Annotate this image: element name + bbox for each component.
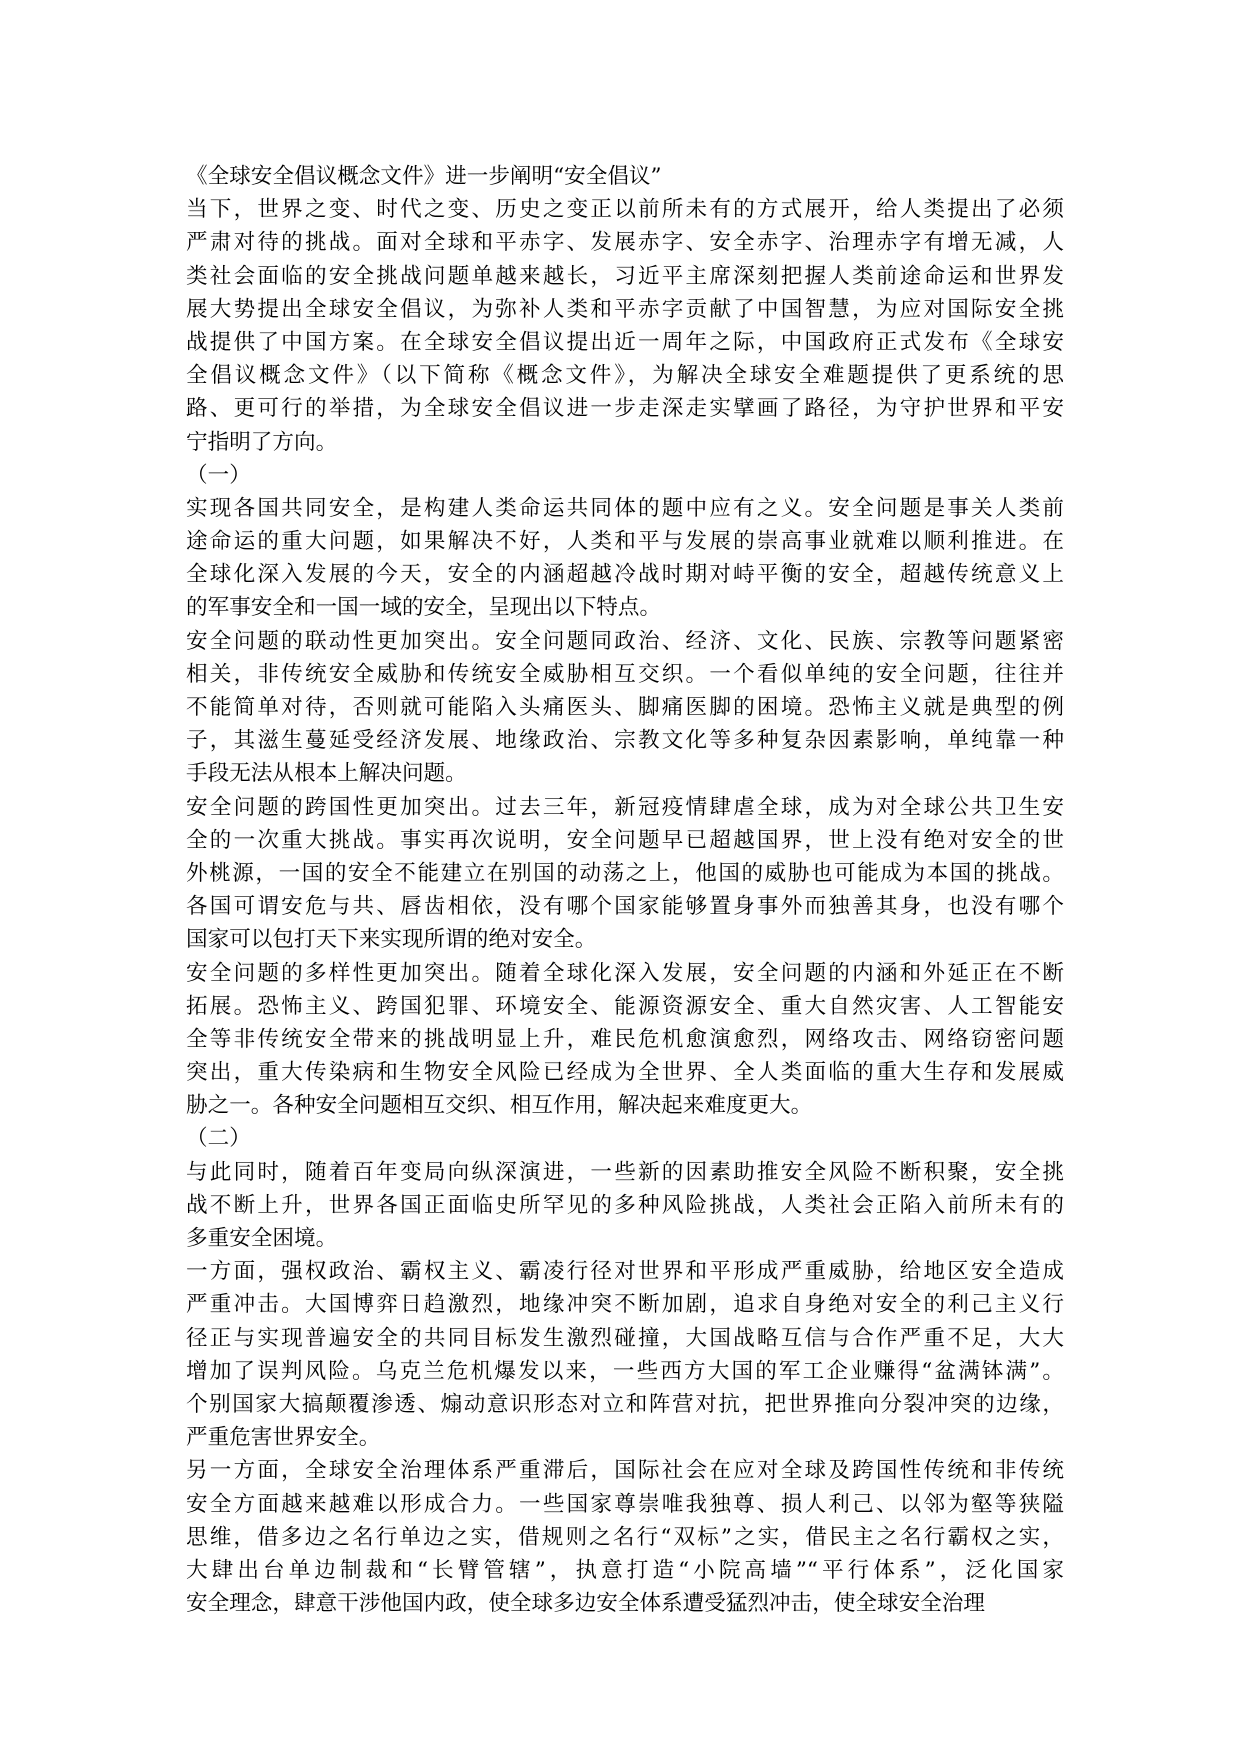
- text-line: （一）: [186, 462, 251, 488]
- text-line: 手段无法从根本上解决问题。: [186, 761, 467, 787]
- text-line: 个别国家大搞颠覆渗透、煽动意识形态对立和阵营对抗，把世界推向分裂冲突的边缘，: [186, 1391, 1064, 1417]
- paragraph: [186, 1122, 1064, 1155]
- text-line: 的军事安全和一国一域的安全，呈现出以下特点。: [186, 595, 662, 621]
- text-line: 拓展。恐怖主义、跨国犯罪、环境安全、能源资源安全、重大自然灾害、人工智能安: [186, 993, 1064, 1019]
- text-line: 实现各国共同安全，是构建人类命运共同体的题中应有之义。安全问题是事关人类前: [186, 495, 1064, 521]
- text-line: 安全方面越来越难以形成合力。一些国家尊崇唯我独尊、损人利己、以邻为壑等狭隘: [186, 1491, 1064, 1517]
- paragraph: [186, 160, 1064, 193]
- text-line: 各国可谓安危与共、唇齿相依，没有哪个国家能够置身事外而独善其身，也没有哪个: [186, 894, 1064, 920]
- text-line: （二）: [186, 1126, 251, 1152]
- text-line: 与此同时，随着百年变局向纵深演进，一些新的因素助推安全风险不断积聚，安全挑: [186, 1159, 1064, 1185]
- paragraph: [186, 193, 1064, 459]
- paragraph: [186, 1454, 1064, 1620]
- text-line: 战不断上升，世界各国正面临史所罕见的多种风险挑战，人类社会正陷入前所未有的: [186, 1192, 1064, 1218]
- text-line: 增加了误判风险。乌克兰危机爆发以来，一些西方大国的军工企业赚得“盆满钵满”。: [186, 1358, 1064, 1384]
- text-line: 相关，非传统安全威胁和传统安全威胁相互交织。一个看似单纯的安全问题，往往并: [186, 661, 1064, 687]
- text-line: 子，其滋生蔓延受经济发展、地缘政治、宗教文化等多种复杂因素影响，单纯靠一种: [186, 728, 1064, 754]
- text-line: 突出，重大传染病和生物安全风险已经成为全世界、全人类面临的重大生存和发展威: [186, 1060, 1064, 1086]
- paragraph: [186, 1156, 1064, 1256]
- text-line: 国家可以包打天下来实现所谓的绝对安全。: [186, 927, 597, 953]
- paragraph: [186, 791, 1064, 957]
- text-line: 途命运的重大问题，如果解决不好，人类和平与发展的崇高事业就难以顺利推进。在: [186, 529, 1064, 555]
- text-line: 外桃源，一国的安全不能建立在别国的动荡之上，他国的威胁也可能成为本国的挑战。: [186, 860, 1064, 886]
- paragraph: [186, 492, 1064, 625]
- paragraph: [186, 1255, 1064, 1454]
- text-line: 路、更可行的举措，为全球安全倡议进一步走深走实擘画了路径，为守护世界和平安: [186, 396, 1064, 422]
- text-line: 全球化深入发展的今天，安全的内涵超越冷战时期对峙平衡的安全，超越传统意义上: [186, 562, 1064, 588]
- paragraph: [186, 625, 1064, 791]
- text-line: 战提供了中国方案。在全球安全倡议提出近一周年之际，中国政府正式发布《全球安: [186, 329, 1064, 355]
- text-line: 严肃对待的挑战。面对全球和平赤字、发展赤字、安全赤字、治理赤字有增无减，人: [186, 230, 1064, 256]
- text-line: 大肆出台单边制裁和“长臂管辖”，执意打造“小院高墙”“平行体系”，泛化国家: [186, 1557, 1064, 1583]
- text-line: 另一方面，全球安全治理体系严重滞后，国际社会在应对全球及跨国性传统和非传统: [186, 1458, 1064, 1484]
- text-line: 全等非传统安全带来的挑战明显上升，难民危机愈演愈烈，网络攻击、网络窃密问题: [186, 1026, 1064, 1052]
- text-line: 安全问题的多样性更加突出。随着全球化深入发展，安全问题的内涵和外延正在不断: [186, 960, 1064, 986]
- text-line: 全倡议概念文件》（以下简称《概念文件》，为解决全球安全难题提供了更系统的思: [186, 363, 1064, 389]
- text-line: 思维，借多边之名行单边之实，借规则之名行“双标”之实，借民主之名行霸权之实，: [186, 1524, 1064, 1550]
- paragraph: [186, 459, 1064, 492]
- text-line: 类社会面临的安全挑战问题单越来越长，习近平主席深刻把握人类前途命运和世界发: [186, 263, 1064, 289]
- text-line: 严重冲击。大国博弈日趋激烈，地缘冲突不断加剧，追求自身绝对安全的利己主义行: [186, 1292, 1064, 1318]
- text-line: 安全理念，肆意干涉他国内政，使全球多边安全体系遭受猛烈冲击，使全球安全治理: [186, 1591, 985, 1617]
- document-body: [186, 160, 1064, 1620]
- text-line: 一方面，强权政治、霸权主义、霸凌行径对世界和平形成严重威胁，给地区安全造成: [186, 1259, 1064, 1285]
- text-line: 胁之一。各种安全问题相互交织、相互作用，解决起来难度更大。: [186, 1093, 813, 1119]
- text-line: 安全问题的联动性更加突出。安全问题同政治、经济、文化、民族、宗教等问题紧密: [186, 628, 1064, 654]
- text-line: 不能简单对待，否则就可能陷入头痛医头、脚痛医脚的困境。恐怖主义就是典型的例: [186, 695, 1064, 720]
- text-line: 全的一次重大挑战。事实再次说明，安全问题早已超越国界，世上没有绝对安全的世: [186, 827, 1064, 853]
- text-line: 《全球安全倡议概念文件》进一步阐明“安全倡议”: [186, 164, 662, 189]
- text-line: 多重安全困境。: [186, 1226, 338, 1251]
- text-line: 严重危害世界安全。: [186, 1425, 381, 1451]
- text-line: 安全问题的跨国性更加突出。过去三年，新冠疫情肆虐全球，成为对全球公共卫生安: [186, 794, 1064, 820]
- text-line: 展大势提出全球安全倡议，为弥补人类和平赤字贡献了中国智慧，为应对国际安全挑: [186, 296, 1064, 322]
- text-line: 径正与实现普遍安全的共同目标发生激烈碰撞，大国战略互信与合作严重不足，大大: [186, 1325, 1064, 1351]
- text-line: 宁指明了方向。: [186, 429, 338, 455]
- text-line: 当下，世界之变、时代之变、历史之变正以前所未有的方式展开，给人类提出了必须: [186, 197, 1064, 223]
- paragraph: [186, 957, 1064, 1123]
